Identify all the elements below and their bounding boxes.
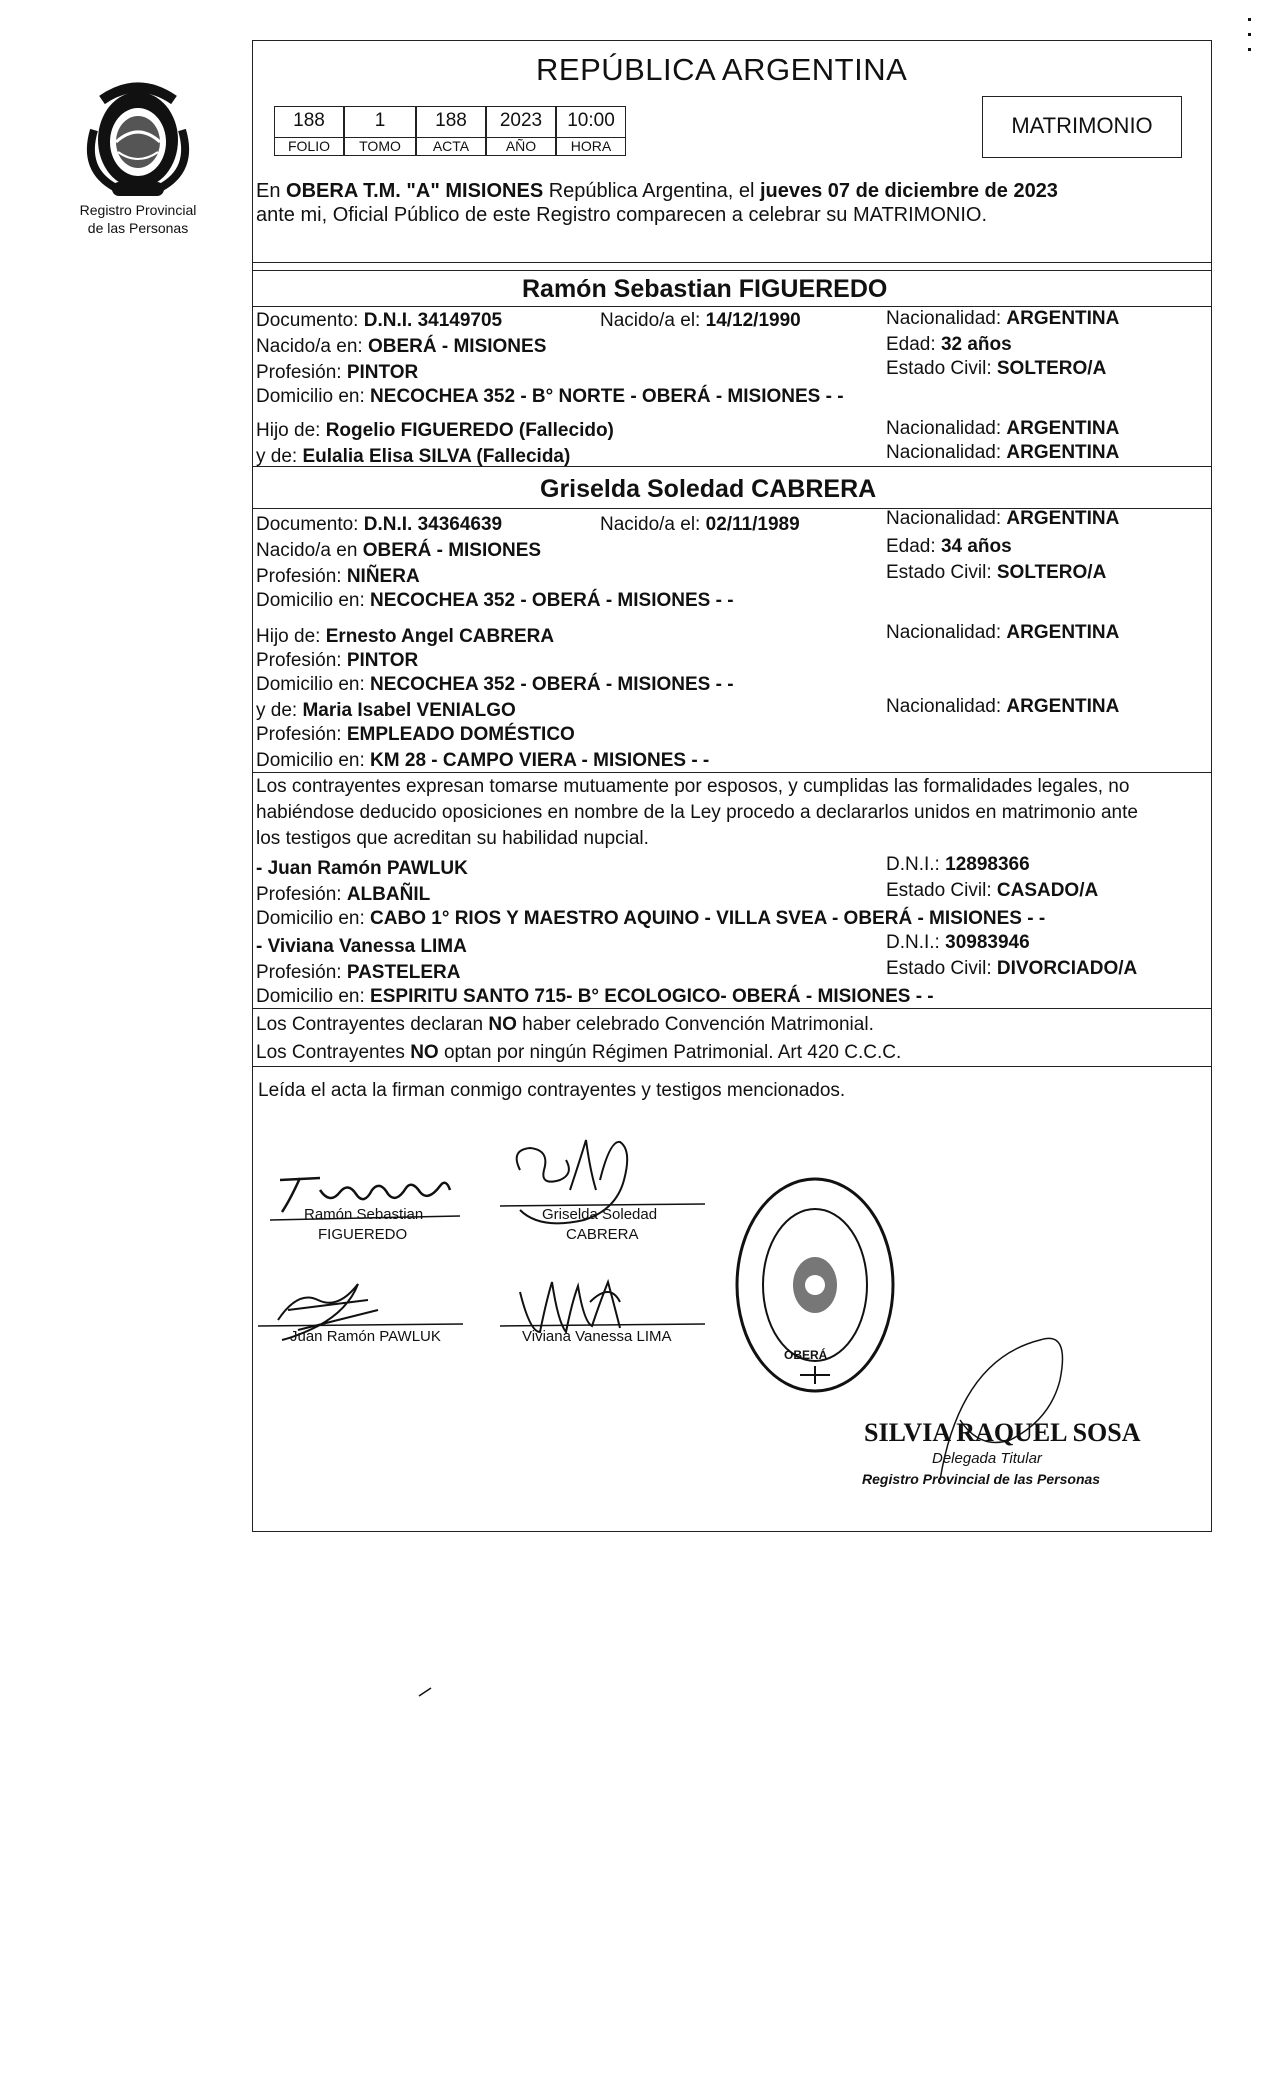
label: Nacido/a el: [600,514,706,535]
registry-name-line2: de las Personas [87,220,189,236]
divider [252,1008,1212,1009]
label: Estado Civil: [886,562,997,583]
witness1-dni [886,854,1030,876]
bride-padre-profesion [256,650,418,672]
label: Nacionalidad: [886,308,1007,329]
value: EMPLEADO DOMÉSTICO [346,724,575,745]
text: optan por ningún Régimen Patrimonial. Art 420 C.C.C. [438,1042,902,1063]
value: NECOCHEA 352 - OBERÁ - MISIONES - - [370,590,734,611]
intro-place: OBERA T.M. "A" MISIONES [286,180,544,202]
groom-madre [256,446,570,468]
intro-prefix: En [256,180,287,202]
bride-nacionalidad [886,508,1119,530]
bride-domicilio [256,590,734,612]
bride-madre-domicilio [256,750,709,772]
value: PASTELERA [346,962,461,983]
label: Estado Civil: [886,958,997,979]
divider [252,306,1212,307]
intro-mid: República Argentina, el [543,180,760,202]
value: SOLTERO/A [996,562,1107,583]
bride-nacido-en [256,540,541,562]
label: Nacionalidad: [886,508,1007,529]
bride-padre-nacionalidad [886,622,1119,644]
label: D.N.I.: [886,932,946,953]
value: DIVORCIADO/A [996,958,1138,979]
value: 02/11/1989 [705,514,800,535]
hora-label: HORA [556,138,626,156]
label: y de: [256,700,303,721]
groom-name: Ramón Sebastian FIGUEREDO [522,275,888,303]
value: ARGENTINA [1006,308,1120,329]
witness1-domicilio [256,908,1045,930]
value: NECOCHEA 352 - OBERÁ - MISIONES - - [370,674,734,695]
witness2-signature-name: Viviana Vanessa LIMA [522,1328,672,1345]
acta-value: 188 [416,106,486,138]
groom-nacionalidad [886,308,1119,330]
value: Eulalia Elisa SILVA (Fallecida) [302,446,571,467]
value: PINTOR [346,362,419,383]
bride-madre-nacionalidad [886,696,1119,718]
text: haber celebrado Convención Matrimonial. [516,1014,874,1035]
label: Profesión: [256,362,347,383]
label: Profesión: [256,650,347,671]
record-type-box [982,96,1182,158]
bride-name: Griselda Soledad CABRERA [540,475,877,503]
official-name: SILVIA RAQUEL SOSA [864,1418,1141,1447]
value: Ernesto Angel CABRERA [325,626,555,647]
text: Los Contrayentes [256,1042,411,1063]
value: CASADO/A [996,880,1099,901]
page-title: REPÚBLICA ARGENTINA [536,52,908,87]
label: Nacido/a en: [256,336,368,357]
groom-profesion [256,362,418,384]
bride-padre-domicilio [256,674,734,696]
value: ALBAÑIL [346,884,431,905]
groom-estado-civil [886,358,1106,380]
label: Domicilio en: [256,590,371,611]
stray-mark [418,1684,432,1694]
groom-madre-nacionalidad [886,442,1119,464]
witness2-domicilio [256,986,934,1008]
bride-signature-name2: CABRERA [566,1226,639,1243]
bride-signature [500,1130,710,1240]
witness2-dni [886,932,1030,954]
label: Nacido/a en [256,540,363,561]
value: Rogelio FIGUEREDO (Fallecido) [325,420,614,441]
value: 34 años [940,536,1012,557]
groom-padre [256,420,614,442]
witness2-profesion [256,962,461,984]
margin-marks [1248,18,1252,58]
bride-profesion [256,566,420,588]
witness1-estado [886,880,1098,902]
official-office: Registro Provincial de las Personas [862,1471,1101,1487]
acta-label: ACTA [416,138,486,156]
no-mark: NO [488,1014,517,1035]
divider [252,772,1212,773]
convention-line2 [256,1042,901,1064]
anio-value: 2023 [486,106,556,138]
value: NIÑERA [346,566,420,587]
value: 32 años [940,334,1012,355]
witness2-name: - Viviana Vanessa LIMA [256,936,467,957]
value: D.N.I. 34149705 [363,310,503,331]
value: PINTOR [346,650,419,671]
label: Edad: [886,536,941,557]
handwritten-signature-icon [500,1130,710,1240]
value: ESPIRITU SANTO 715- B° ECOLOGICO- OBERÁ - MISIONES - - [370,986,934,1007]
label: Estado Civil: [886,880,997,901]
value: ARGENTINA [1006,442,1120,463]
label: Profesión: [256,724,347,745]
witness1-signature-name: Juan Ramón PAWLUK [290,1328,441,1345]
value: SOLTERO/A [996,358,1107,379]
intro-line1 [256,180,1058,202]
bride-madre [256,700,516,722]
tomo-label: TOMO [344,138,416,156]
label: Edad: [886,334,941,355]
closing-text: Leída el acta la firman conmigo contrayentes y testigos mencionados. [258,1080,846,1101]
official-title: Delegada Titular [932,1450,1042,1467]
label: Profesión: [256,884,347,905]
hora-value: 10:00 [556,106,626,138]
value: D.N.I. 34364639 [363,514,503,535]
value: 30983946 [945,932,1030,953]
label: Nacionalidad: [886,696,1007,717]
value: ARGENTINA [1006,418,1120,439]
groom-padre-nacionalidad [886,418,1119,440]
groom-signature-name1: Ramón Sebastian [304,1206,424,1223]
label: Profesión: [256,566,347,587]
label: Hijo de: [256,420,326,441]
value: ARGENTINA [1006,508,1120,529]
label: Nacionalidad: [886,622,1007,643]
witness1-profesion [256,884,430,906]
folio-value: 188 [274,106,344,138]
bride-madre-profesion [256,724,575,746]
groom-domicilio [256,386,844,408]
value: ARGENTINA [1006,622,1120,643]
bride-nacido-el [600,514,800,536]
value: ARGENTINA [1006,696,1120,717]
value: OBERÁ - MISIONES [362,540,542,561]
label: Documento: [256,514,364,535]
divider [252,1066,1212,1067]
record-type: MATRIMONIO [1011,113,1153,138]
groom-documento [256,310,502,332]
label: Documento: [256,310,364,331]
label: Domicilio en: [256,386,371,407]
groom-edad [886,334,1012,356]
label: Domicilio en: [256,674,371,695]
stamp-city: OBERÁ [784,1348,828,1362]
no-mark: NO [410,1042,439,1063]
witness1-name: - Juan Ramón PAWLUK [256,858,468,879]
bride-documento [256,514,502,536]
label: Nacionalidad: [886,442,1007,463]
bride-signature-name1: Griselda Soledad [542,1206,658,1223]
intro-line2: ante mi, Oficial Público de este Registro comparecen a celebrar su MATRIMONIO. [256,204,988,226]
convention-line1 [256,1014,874,1036]
bride-edad [886,536,1012,558]
declaration-line3: los testigos que acreditan su habilidad nupcial. [256,828,649,849]
value: 12898366 [945,854,1030,875]
groom-signature-name2: FIGUEREDO [318,1226,408,1243]
label: Domicilio en: [256,750,371,771]
label: Domicilio en: [256,908,371,929]
bride-padre [256,626,554,648]
label: Nacido/a el: [600,310,706,331]
label: Nacionalidad: [886,418,1007,439]
label: y de: [256,446,303,467]
value: NECOCHEA 352 - B° NORTE - OBERÁ - MISIONES - - [370,386,844,407]
declaration-line1: Los contrayentes expresan tomarse mutuamente por esposos, y cumplidas las formalidades legales, no [256,776,1130,797]
divider [252,262,1212,263]
text: Los Contrayentes declaran [256,1014,489,1035]
tomo-value: 1 [344,106,416,138]
anio-label: AÑO [486,138,556,156]
groom-nacido-el [600,310,801,332]
value: CABO 1° RIOS Y MAESTRO AQUINO - VILLA SVEA - OBERÁ - MISIONES - - [370,908,1046,929]
label: Profesión: [256,962,347,983]
value: OBERÁ - MISIONES [367,336,547,357]
label: Domicilio en: [256,986,371,1007]
label: D.N.I.: [886,854,946,875]
witness2-estado [886,958,1137,980]
value: Maria Isabel VENIALGO [302,700,516,721]
label: Estado Civil: [886,358,997,379]
registry-logo [72,70,204,200]
label: Hijo de: [256,626,326,647]
divider [252,466,1212,467]
provincial-seal-icon [72,70,204,200]
value: KM 28 - CAMPO VIERA - MISIONES - - [370,750,710,771]
declaration-line2: habiéndose deducido oposiciones en nombre de la Ley procedo a declararlos unidos en matrimonio ante [256,802,1138,823]
divider [252,270,1212,271]
registry-name-line1: Registro Provincial [79,202,197,218]
folio-label: FOLIO [274,138,344,156]
value: 14/12/1990 [705,310,801,331]
bride-estado-civil [886,562,1106,584]
groom-nacido-en [256,336,546,358]
intro-date: jueves 07 de diciembre de 2023 [759,180,1058,202]
